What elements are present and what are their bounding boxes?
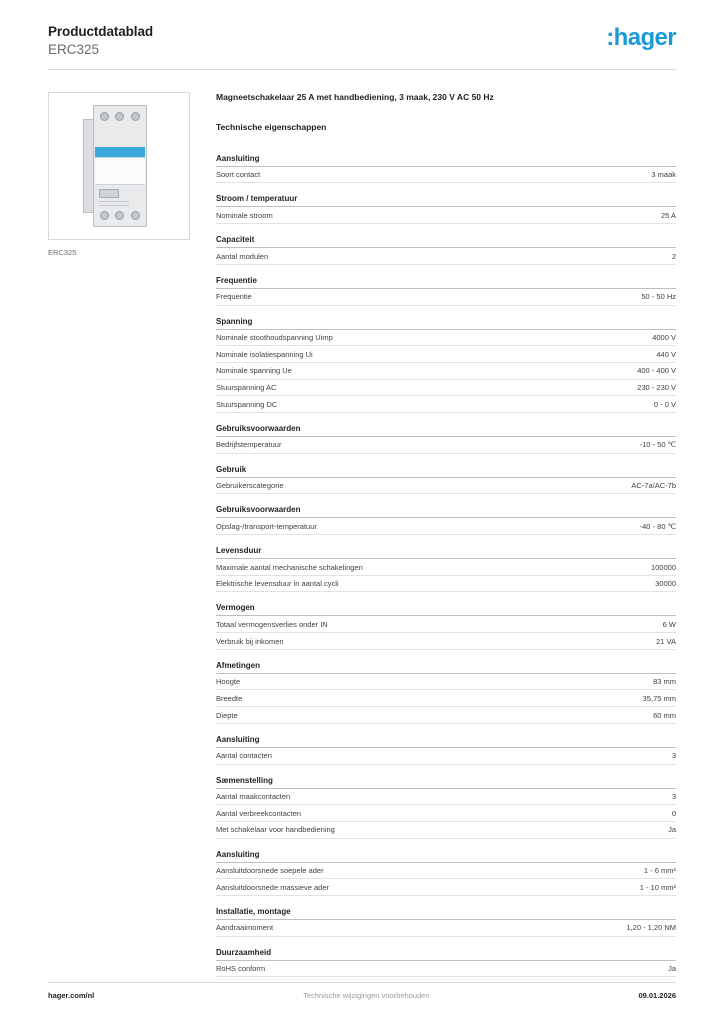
specifications-column [200,92,676,978]
spec-value: 100000 [650,562,676,572]
terminal-screw-icon [131,211,140,220]
spec-group-title: Vermogen [216,603,676,616]
device-bottom-terminals [97,209,143,222]
spec-group-title: Gebruiksvoorwaarden [216,505,676,518]
spec-row [216,207,676,224]
footer-website[interactable]: hager.com/nl [48,991,95,1000]
terminal-screw-icon [115,112,124,121]
spec-value: 1 - 10 mm² [639,882,676,892]
spec-value: -40 - 80 ℃ [639,521,676,531]
product-reference: ERC325 [48,41,100,57]
page-header [48,0,676,70]
terminal-screw-icon [115,211,124,220]
contactor-illustration [83,105,157,227]
spec-row [216,616,676,633]
spec-row [216,576,676,593]
spec-group-title: Duurzaamheid [216,948,676,961]
spec-group-title: Capaciteit [216,235,676,248]
device-blue-band [95,147,145,157]
spec-row [216,805,676,822]
spec-value: Ja [668,964,676,974]
device-label-panel [95,157,145,185]
spec-row [216,707,676,724]
spec-key: Aantal verbreekcontacten [216,808,302,818]
spec-value: 440 V [656,349,676,359]
spec-key: Gebruikerscategorie [216,481,284,491]
spec-key: Diepte [216,710,238,720]
spec-row [216,380,676,397]
spec-key: Stuurspanning AC [216,383,277,393]
spec-value: 30000 [655,579,676,589]
spec-value: 2 [671,251,676,261]
spec-row [216,690,676,707]
page-footer [48,982,676,1000]
footer-disclaimer: Technische wijzigingen voorbehouden [303,991,430,1000]
product-image-column [48,92,200,978]
spec-value: AC-7a/AC-7b [631,481,676,491]
spec-key: Elektrische levensduur in aantal cycli [216,579,339,589]
spec-key: Maximale aantal mechanische schakelingen [216,562,363,572]
spec-key: Frequentie [216,292,252,302]
spec-key: Aansluitdoorsnede soepele ader [216,866,324,876]
spec-row [216,674,676,691]
spec-value: 35,75 mm [642,693,676,703]
spec-row [216,518,676,535]
spec-group-title: Spanning [216,317,676,330]
spec-key: Nominale stroom [216,210,273,220]
spec-row [216,248,676,265]
spec-group [216,154,676,184]
spec-key: Bedrijfstemperatuur [216,440,282,450]
spec-value: 4000 V [652,333,676,342]
device-marking-line [99,201,129,202]
spec-key: Stuurspanning DC [216,399,278,409]
section-title-technical: Technische eigenschappen [216,121,327,132]
spec-key: Nominale isolatiespanning Ui [216,349,313,359]
spec-value: 83 mm [653,677,676,687]
spec-group-title: Stroom / temperatuur [216,194,676,207]
page-content [48,70,676,978]
spec-row [216,559,676,576]
spec-value: 6 W [662,619,676,629]
spec-key: Verbruik bij inkomen [216,636,284,646]
spec-row [216,789,676,806]
spec-group-title: Levensduur [216,546,676,559]
spec-row [216,478,676,495]
spec-value: 230 - 230 V [637,383,676,393]
spec-group [216,235,676,265]
spec-value: 3 [671,751,676,761]
spec-group [216,317,676,413]
spec-group-title: Aansluiting [216,735,676,748]
spec-value: 21 VA [656,636,676,646]
spec-value: 3 maak [651,170,676,180]
terminal-screw-icon [131,112,140,121]
spec-row [216,920,676,937]
spec-row [216,879,676,896]
spec-group-title: Afmetingen [216,661,676,674]
spec-row [216,396,676,413]
spec-key: Aandraaimoment [216,923,274,933]
spec-row [216,167,676,184]
footer-date: 09.01.2026 [638,991,676,1000]
spec-value: 3 [671,792,676,801]
spec-group [216,776,676,839]
spec-group-title: Installatie, montage [216,907,676,920]
spec-value: 25 A [660,210,676,220]
spec-value: Ja [668,825,676,835]
spec-group-title: Aansluiting [216,850,676,863]
spec-key: Breedte [216,693,243,703]
spec-group-title: Gebruiksvoorwaarden [216,424,676,437]
spec-row [216,863,676,880]
spec-row [216,822,676,839]
manual-override-lever [99,189,119,198]
spec-key: Aansluitdoorsnede massieve ader [216,882,329,892]
spec-value: 1 - 6 mm² [643,866,676,876]
spec-group [216,661,676,724]
header-titles [48,24,153,59]
spec-value: 400 - 400 V [637,366,676,376]
spec-key: Nominale spanning Ue [216,366,292,376]
spec-key: Aantal contacten [216,751,272,761]
spec-group [216,907,676,937]
spec-value: 60 mm [653,710,676,720]
spec-group [216,465,676,495]
spec-row [216,961,676,978]
spec-row [216,633,676,650]
spec-group [216,603,676,649]
spec-row [216,437,676,454]
spec-key: RoHS conform [216,964,266,974]
spec-key: Aantal maakcontacten [216,792,291,801]
spec-key: Opslag-/transport-temperatuur [216,521,317,531]
spec-row [216,748,676,765]
spec-group [216,850,676,896]
spec-groups [216,154,676,978]
product-image-caption: ERC325 [48,247,77,257]
spec-value: 1,20 - 1,20 NM [626,923,676,933]
spec-value: 0 [671,808,676,818]
spec-row [216,289,676,306]
spec-value: 50 - 50 Hz [641,292,676,302]
device-top-terminals [97,110,143,123]
spec-row [216,330,676,347]
spec-key: Totaal vermogensverlies onder IN [216,619,328,629]
spec-group [216,948,676,978]
spec-key: Hoogte [216,677,241,687]
spec-row [216,346,676,363]
terminal-screw-icon [100,112,109,121]
spec-group [216,276,676,306]
page-title: Productdatablad [48,24,154,39]
spec-row [216,363,676,380]
spec-group-title: Frequentie [216,276,676,289]
product-image [48,92,190,240]
spec-value: -10 - 50 ℃ [639,440,676,450]
spec-group [216,424,676,454]
spec-group [216,546,676,592]
spec-group-title: Aansluiting [216,154,676,167]
spec-group [216,505,676,535]
spec-key: Aantal modulen [216,251,269,261]
spec-key: Soort contact [216,170,261,180]
spec-group [216,194,676,224]
spec-group [216,735,676,765]
product-headline: Magneetschakelaar 25 A met handbediening, 3 maak, 230 V AC 50 Hz [216,91,494,102]
spec-group-title: Gebruik [216,465,676,478]
terminal-screw-icon [100,211,109,220]
spec-group-title: Sæmenstelling [216,776,676,789]
device-marking-line [99,205,129,206]
hager-logo: :hager [606,24,676,51]
spec-value: 0 - 0 V [653,399,676,409]
spec-key: Nominale stoothoudspanning Uimp [216,333,333,342]
spec-key: Met schakelaar voor handbediening [216,825,335,835]
